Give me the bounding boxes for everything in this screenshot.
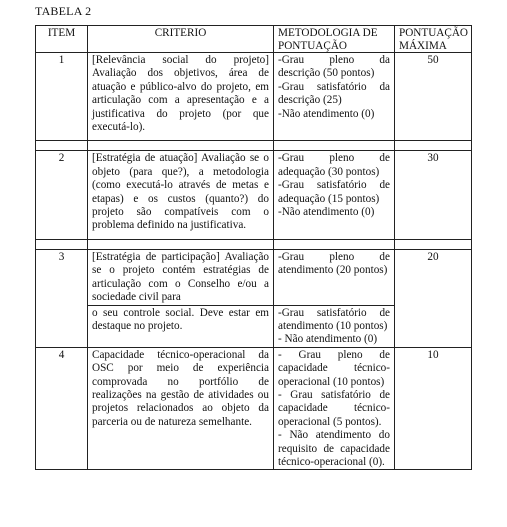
metodologia-line: -Grau satisfatório de adequação (15 pontos) bbox=[278, 179, 390, 205]
row-item-number: 2 bbox=[36, 151, 88, 239]
header-metodologia: METODOLOGIA DE PONTUAÇÃO bbox=[274, 26, 395, 53]
header-pontuacao: PONTUAÇÃO MÁXIMA bbox=[395, 26, 472, 53]
row-criterio-cont: o seu controle social. Deve estar em destaque no projeto. bbox=[88, 305, 274, 347]
row-criterio: [Estratégia de participação] Avaliação se o projeto contém estratégias de articulação com o Conselho e/ou a sociedade civil para bbox=[88, 249, 274, 305]
row-criterio: [Relevância social do projeto] Avaliação dos objetivos, área de atuação e público-alvo do projeto, em articulação com a apresentação e a justificativa do projeto (por que executá-lo). bbox=[88, 53, 274, 141]
row-metodologia bbox=[274, 53, 395, 141]
row-item-number: 1 bbox=[36, 53, 88, 141]
spacer-row bbox=[36, 239, 472, 249]
metodologia-line: -Grau pleno de adequação (30 pontos) bbox=[278, 152, 390, 178]
header-row bbox=[36, 26, 472, 53]
metodologia-line: -Grau satisfatório de atendimento (10 pontos) bbox=[278, 306, 390, 332]
spacer-row bbox=[36, 141, 472, 151]
table-row bbox=[36, 249, 472, 305]
row-pontuacao: 30 bbox=[395, 151, 472, 239]
header-item: ITEM bbox=[36, 26, 88, 53]
row-pontuacao: 10 bbox=[395, 347, 472, 470]
metodologia-line: - Não atendimento do requisito de capacidade técnico-operacional (0). bbox=[278, 429, 390, 468]
row-pontuacao: 50 bbox=[395, 53, 472, 141]
table-caption: TABELA 2 bbox=[35, 4, 92, 18]
row-metodologia-cont bbox=[274, 305, 395, 347]
row-metodologia bbox=[274, 249, 395, 305]
metodologia-line: -Grau pleno da descrição (50 pontos) bbox=[278, 54, 390, 80]
metodologia-line: -Não atendimento (0) bbox=[278, 206, 375, 219]
row-metodologia bbox=[274, 347, 395, 470]
metodologia-line: - Grau satisfatório de capacidade técnico-operacional (5 pontos). bbox=[278, 388, 390, 428]
metodologia-line: -Grau satisfatório da descrição (25) bbox=[278, 80, 390, 107]
row-item-number: 3 bbox=[36, 249, 88, 347]
metodologia-line: -Não atendimento (0) bbox=[278, 107, 375, 120]
row-metodologia bbox=[274, 151, 395, 239]
row-criterio: Capacidade técnico-operacional da OSC por meio de experiência comprovada no portfólio de realizações na gestão de atividades ou projetos relacionados ao objeto da parceria ou de natureza semelhante. bbox=[88, 347, 274, 470]
table-row bbox=[36, 151, 472, 239]
metodologia-line: - Grau pleno de capacidade técnico-operacional (10 pontos) bbox=[278, 348, 390, 388]
row-item-number: 4 bbox=[36, 347, 88, 470]
table-row bbox=[36, 347, 472, 470]
criteria-table bbox=[35, 25, 472, 470]
row-criterio: [Estratégia de atuação] Avaliação se o objeto (para que?), a metodologia (como executá-lo através de metas e etapas) e os custos (quanto?) do projeto são compatíveis com o problema definido na justificativa. bbox=[88, 151, 274, 239]
header-criterio: CRITERIO bbox=[88, 26, 274, 53]
table-row bbox=[36, 53, 472, 141]
metodologia-line: -Grau pleno de atendimento (20 pontos) bbox=[278, 250, 390, 277]
row-pontuacao: 20 bbox=[395, 249, 472, 347]
metodologia-line: - Não atendimento (0) bbox=[278, 333, 378, 346]
